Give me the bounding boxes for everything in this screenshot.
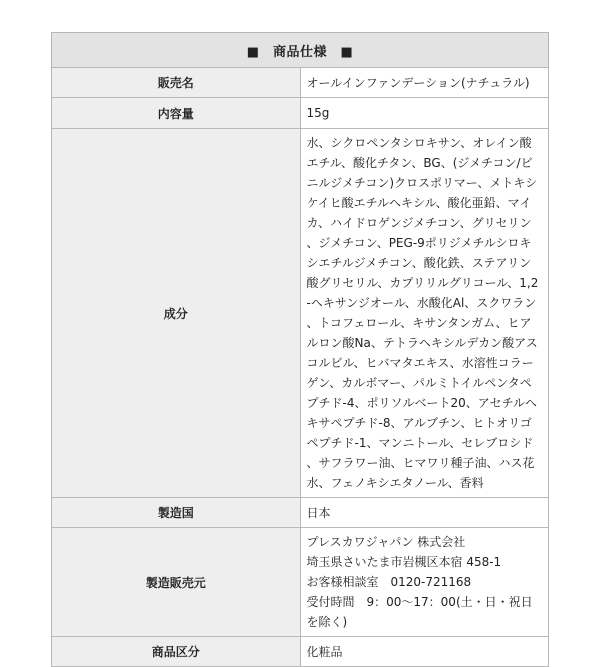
spec-row-ingredients (52, 129, 549, 498)
spec-value-volume: 15g (300, 98, 549, 129)
spec-label-category: 商品区分 (52, 637, 301, 667)
spec-row-country (52, 498, 549, 528)
manufacturer-hours: 受付時間 9：00～17：00(土・日・祝日を除く) (306, 595, 533, 629)
spec-row-volume (52, 98, 549, 129)
manufacturer-address: 埼玉県さいたま市岩槻区本宿 458-1 (306, 555, 502, 569)
spec-title: ■ 商品仕様 ■ (52, 33, 549, 68)
spec-label-ingredients: 成分 (52, 129, 301, 498)
spec-value-sales-name: オールインファンデーション(ナチュラル) (300, 68, 549, 98)
product-spec-table (51, 32, 549, 667)
spec-row-sales-name (52, 68, 549, 98)
spec-label-sales-name: 販売名 (52, 68, 301, 98)
spec-value-category: 化粧品 (300, 637, 549, 667)
spec-label-volume: 内容量 (52, 98, 301, 129)
spec-value-manufacturer (300, 528, 549, 637)
spec-label-manufacturer: 製造販売元 (52, 528, 301, 637)
spec-row-manufacturer (52, 528, 549, 637)
spec-value-country: 日本 (300, 498, 549, 528)
manufacturer-phone: お客様相談室 0120-721168 (306, 575, 472, 589)
spec-title-row (52, 33, 549, 68)
spec-value-ingredients: 水、シクロペンタシロキサン、オレイン酸エチル、酸化チタン、BG、(ジメチコン/ビニルジメチコン)クロスポリマー、メトキシケイヒ酸エチルヘキシル、酸化亜鉛、マイカ、ハイドロゲンジメチコン、グリセリン、ジメチコン、PEG-9ポリジメチルシロキシエチルジメチコン、酸化鉄、ステアリン酸グリセリル、カプリリルグリコール、1,2-ヘキサンジオール、水酸化Al、スクワラン、トコフェロール、キサンタンガム、ヒアルロン酸Na、テトラヘキシルデカン酸アスコルビル、ヒバマタエキス、水溶性コラーゲン、カルボマー、パルミトイルペンタペプチド-4、ポリソルベート20、アセチルヘキサペプチド-8、アルブチン、ヒトオリゴペプチド-1、マンニトール、セレブロシド、サフラワー油、ヒマワリ種子油、ハス花水、フェノキシエタノール、香料 (300, 129, 549, 498)
manufacturer-company-name: プレスカワジャパン 株式会社 (306, 535, 466, 549)
spec-label-country: 製造国 (52, 498, 301, 528)
spec-row-category (52, 637, 549, 667)
